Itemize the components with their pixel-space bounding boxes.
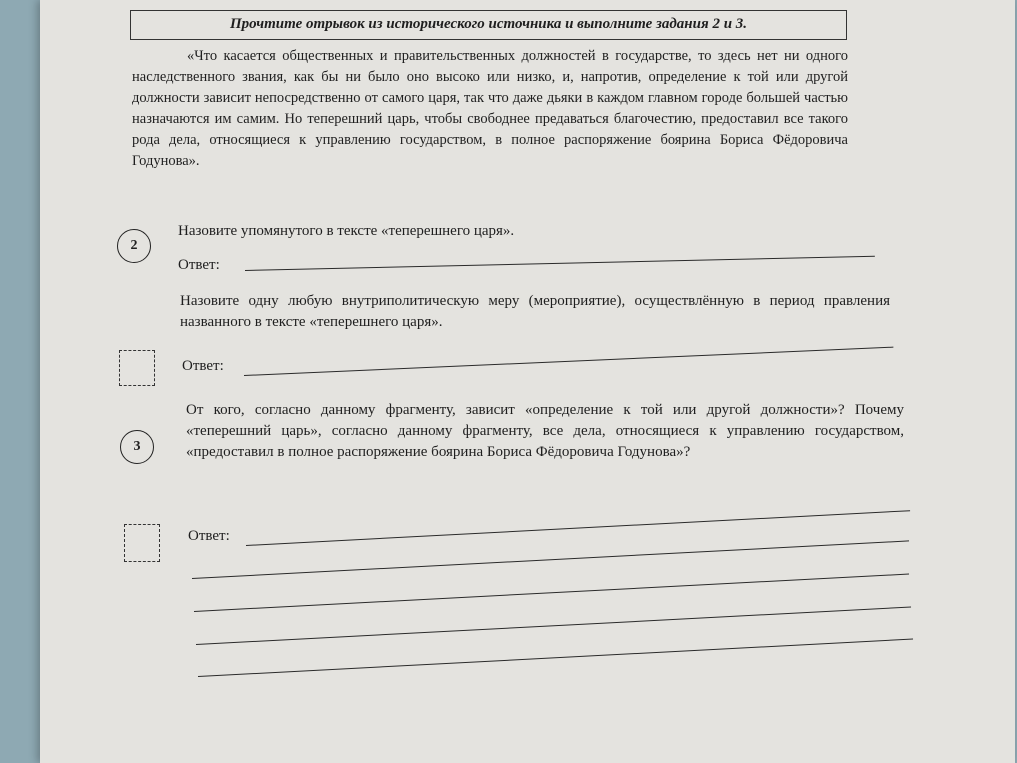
task-3-question: От кого, согласно данному фрагменту, зависит «определение к той или другой должности»? Почему «теперешний царь», согласно данному фрагменту, все дела, относящиеся к управлению государством, «предоставил в полное распоряжение боярина Бориса Фёдоровича Годунова»? (186, 402, 904, 460)
instruction-header: Прочтите отрывок из исторического источника и выполните задания 2 и 3. (130, 10, 847, 40)
task-3-score-box[interactable] (124, 524, 160, 562)
task-3-answer-label: Ответ: (188, 528, 230, 544)
task-2-question-1: Назовите упомянутого в тексте «теперешнего царя». (178, 223, 515, 239)
task-2-answer-label-2: Ответ: (182, 358, 224, 374)
source-passage: «Что касается общественных и правительственных должностей в государстве, то здесь нет ни одного наследственного звания, как бы ни было оно высоко или низко, и, напротив, определение к той или другой должности зависит непосредственно от самого царя, так что даже дьяки в каждом главном городе большей частью назначаются им самим. Но теперешний царь, чтобы свободнее предаваться благочестию, предоставил все такого рода дела, относящиеся к управлению государством, в полное распоряжение боярина Бориса Фёдоровича Годунова». (132, 48, 848, 169)
task-2-answer-label-1: Ответ: (178, 257, 220, 273)
task-2-question-2: Назовите одну любую внутриполитическую меру (мероприятие), осуществлённую в период правления названного в тексте «теперешнего царя». (180, 293, 890, 330)
task-2-score-box[interactable] (119, 350, 155, 386)
task-3-number: 3 (120, 430, 154, 464)
task-2-number: 2 (117, 229, 151, 263)
